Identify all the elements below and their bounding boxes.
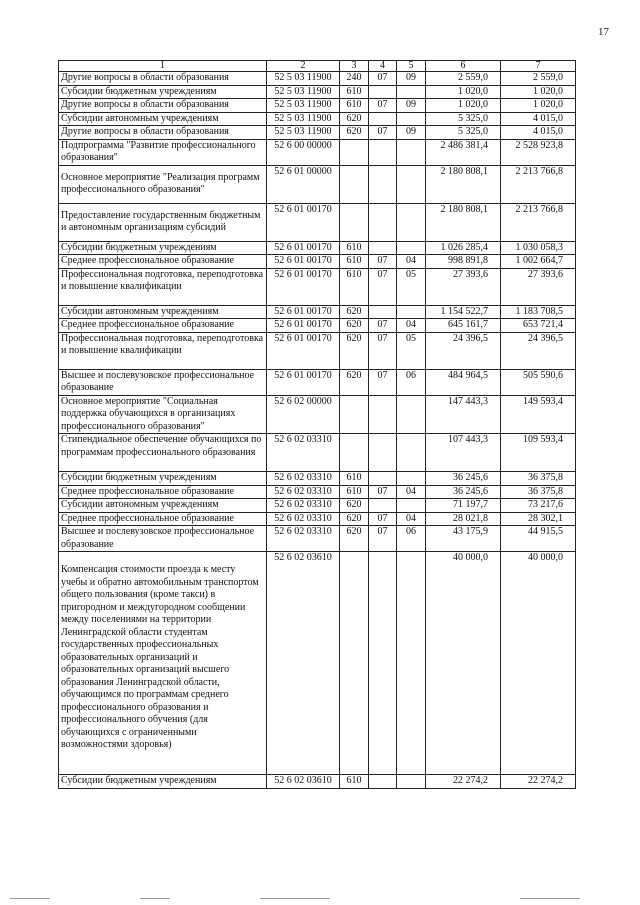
table-cell: Профессиональная подготовка, переподготовка и повышение квалификации bbox=[59, 332, 267, 369]
table-cell: 09 bbox=[397, 72, 426, 86]
table-cell: 1 030 058,3 bbox=[501, 241, 576, 255]
table-row bbox=[59, 203, 576, 241]
table-cell: 1 026 285,4 bbox=[426, 241, 501, 255]
table-cell: 610 bbox=[340, 255, 369, 269]
table-cell bbox=[369, 395, 397, 434]
table-cell: Субсидии бюджетным учреждениям bbox=[59, 85, 267, 99]
budget-table bbox=[58, 60, 576, 789]
table-cell: 07 bbox=[369, 319, 397, 333]
table-cell bbox=[369, 203, 397, 241]
table-row bbox=[59, 268, 576, 305]
table-cell bbox=[369, 305, 397, 319]
table-row bbox=[59, 319, 576, 333]
table-cell: 52 6 02 03310 bbox=[267, 499, 340, 513]
table-cell bbox=[340, 434, 369, 472]
table-cell: 484 964,5 bbox=[426, 369, 501, 395]
table-cell: 71 197,7 bbox=[426, 499, 501, 513]
table-cell: 36 375,8 bbox=[501, 485, 576, 499]
table-cell: 1 154 522,7 bbox=[426, 305, 501, 319]
table-row bbox=[59, 512, 576, 526]
table-cell: 07 bbox=[369, 126, 397, 140]
table-cell: 620 bbox=[340, 305, 369, 319]
table-cell: 610 bbox=[340, 268, 369, 305]
table-cell bbox=[397, 241, 426, 255]
page-number: 17 bbox=[598, 26, 609, 38]
table-cell: 52 6 02 03310 bbox=[267, 526, 340, 552]
table-cell: 07 bbox=[369, 485, 397, 499]
table-cell: 52 5 03 11900 bbox=[267, 72, 340, 86]
table-cell: 36 375,8 bbox=[501, 472, 576, 486]
table-cell: 52 6 02 03610 bbox=[267, 552, 340, 775]
table-cell: 52 6 01 00170 bbox=[267, 241, 340, 255]
table-cell: 27 393,6 bbox=[501, 268, 576, 305]
table-cell: 4 015,0 bbox=[501, 112, 576, 126]
table-cell: 07 bbox=[369, 72, 397, 86]
table-cell bbox=[369, 112, 397, 126]
table-cell: 43 175,9 bbox=[426, 526, 501, 552]
table-cell: 620 bbox=[340, 512, 369, 526]
table-cell: 52 5 03 11900 bbox=[267, 85, 340, 99]
table-cell: 109 593,4 bbox=[501, 434, 576, 472]
table-cell: 52 6 01 00170 bbox=[267, 268, 340, 305]
table-row bbox=[59, 472, 576, 486]
table-row bbox=[59, 499, 576, 513]
table-cell: 05 bbox=[397, 268, 426, 305]
table-cell: 52 6 02 03310 bbox=[267, 472, 340, 486]
table-row bbox=[59, 395, 576, 434]
table-cell: 73 217,6 bbox=[501, 499, 576, 513]
table-row bbox=[59, 165, 576, 203]
table-cell: Другие вопросы в области образования bbox=[59, 126, 267, 140]
table-row bbox=[59, 72, 576, 86]
table-cell: Субсидии бюджетным учреждениям bbox=[59, 241, 267, 255]
table-cell: 610 bbox=[340, 485, 369, 499]
table-row bbox=[59, 332, 576, 369]
table-cell: 04 bbox=[397, 485, 426, 499]
table-cell: 1 020,0 bbox=[501, 99, 576, 113]
header-row bbox=[59, 61, 576, 72]
table-cell bbox=[397, 85, 426, 99]
table-cell: 52 6 01 00000 bbox=[267, 165, 340, 203]
table-cell: Основное мероприятие "Реализация программ профессионального образования" bbox=[59, 165, 267, 203]
table-cell: 52 6 01 00170 bbox=[267, 203, 340, 241]
table-cell: Профессиональная подготовка, переподготовка и повышение квалификации bbox=[59, 268, 267, 305]
header-cell: 5 bbox=[397, 61, 426, 72]
table-cell: 620 bbox=[340, 526, 369, 552]
table-cell: 645 161,7 bbox=[426, 319, 501, 333]
table-cell: 998 891,8 bbox=[426, 255, 501, 269]
table-cell: Основное мероприятие "Социальная поддержка обучающихся в организациях профессионального образования" bbox=[59, 395, 267, 434]
table-row bbox=[59, 775, 576, 789]
table-cell: 27 393,6 bbox=[426, 268, 501, 305]
table-row bbox=[59, 139, 576, 165]
table-cell: 107 443,3 bbox=[426, 434, 501, 472]
table-cell: Субсидии автономным учреждениям bbox=[59, 499, 267, 513]
table-cell: Субсидии бюджетным учреждениям bbox=[59, 472, 267, 486]
table-cell bbox=[340, 395, 369, 434]
table-cell: 620 bbox=[340, 369, 369, 395]
table-cell: 2 559,0 bbox=[426, 72, 501, 86]
table-cell: 22 274,2 bbox=[501, 775, 576, 789]
table-cell: 620 bbox=[340, 499, 369, 513]
table-cell: 09 bbox=[397, 99, 426, 113]
table-cell: 610 bbox=[340, 775, 369, 789]
table-cell bbox=[397, 112, 426, 126]
table-cell: Другие вопросы в области образования bbox=[59, 72, 267, 86]
table-row bbox=[59, 99, 576, 113]
table-cell: 07 bbox=[369, 332, 397, 369]
table-cell: 52 6 02 03310 bbox=[267, 512, 340, 526]
header-cell: 4 bbox=[369, 61, 397, 72]
table-cell: 240 bbox=[340, 72, 369, 86]
table-cell: Среднее профессиональное образование bbox=[59, 512, 267, 526]
table-cell: 36 245,6 bbox=[426, 485, 501, 499]
table-cell bbox=[397, 499, 426, 513]
table-cell: 52 5 03 11900 bbox=[267, 99, 340, 113]
table-cell: 52 5 03 11900 bbox=[267, 126, 340, 140]
table-cell: 1 002 664,7 bbox=[501, 255, 576, 269]
table-cell bbox=[369, 165, 397, 203]
table-row bbox=[59, 241, 576, 255]
table-cell bbox=[397, 775, 426, 789]
table-cell: 52 6 02 00000 bbox=[267, 395, 340, 434]
table-cell: 36 245,6 bbox=[426, 472, 501, 486]
table-cell: 2 528 923,8 bbox=[501, 139, 576, 165]
table-cell: 620 bbox=[340, 112, 369, 126]
table-cell: 24 396,5 bbox=[501, 332, 576, 369]
table-row bbox=[59, 369, 576, 395]
table-cell bbox=[397, 203, 426, 241]
table-cell: Подпрограмма "Развитие профессионального образования" bbox=[59, 139, 267, 165]
table-cell bbox=[369, 775, 397, 789]
table-cell: 147 443,3 bbox=[426, 395, 501, 434]
table-cell: 04 bbox=[397, 255, 426, 269]
table-cell: 52 6 02 03610 bbox=[267, 775, 340, 789]
table-cell: 28 302,1 bbox=[501, 512, 576, 526]
table-cell: Высшее и послевузовское профессиональное образование bbox=[59, 526, 267, 552]
table-cell: Высшее и послевузовское профессиональное образование bbox=[59, 369, 267, 395]
table-cell: 5 325,0 bbox=[426, 126, 501, 140]
table-cell: 52 6 02 03310 bbox=[267, 485, 340, 499]
table-cell: 07 bbox=[369, 268, 397, 305]
table-cell bbox=[369, 434, 397, 472]
table-cell: 620 bbox=[340, 319, 369, 333]
table-cell: 610 bbox=[340, 472, 369, 486]
table-cell: 40 000,0 bbox=[426, 552, 501, 775]
table-cell: 07 bbox=[369, 369, 397, 395]
table-cell: 610 bbox=[340, 99, 369, 113]
table-cell bbox=[340, 203, 369, 241]
header-cell: 7 bbox=[501, 61, 576, 72]
header-cell: 1 bbox=[59, 61, 267, 72]
table-row bbox=[59, 85, 576, 99]
table-cell: Предоставление государственным бюджетным и автономным организациям субсидий bbox=[59, 203, 267, 241]
header-cell: 3 bbox=[340, 61, 369, 72]
table-cell: 2 213 766,8 bbox=[501, 165, 576, 203]
table-cell: Стипендиальное обеспечение обучающихся по программам профессионального образования bbox=[59, 434, 267, 472]
table-cell: 09 bbox=[397, 126, 426, 140]
table-cell bbox=[340, 139, 369, 165]
table-cell bbox=[397, 165, 426, 203]
table-row bbox=[59, 485, 576, 499]
table-cell: 1 183 708,5 bbox=[501, 305, 576, 319]
table-cell: 149 593,4 bbox=[501, 395, 576, 434]
table-cell: Субсидии автономным учреждениям bbox=[59, 305, 267, 319]
table-cell: 06 bbox=[397, 526, 426, 552]
scan-edge-marks bbox=[0, 896, 640, 902]
table-cell: 05 bbox=[397, 332, 426, 369]
table-cell: 04 bbox=[397, 319, 426, 333]
table-cell: 2 213 766,8 bbox=[501, 203, 576, 241]
table-cell: 52 6 01 00170 bbox=[267, 369, 340, 395]
table-cell: 52 6 01 00170 bbox=[267, 319, 340, 333]
table-cell: 620 bbox=[340, 332, 369, 369]
table-cell: Другие вопросы в области образования bbox=[59, 99, 267, 113]
table-cell: 52 6 01 00170 bbox=[267, 305, 340, 319]
table-cell: 4 015,0 bbox=[501, 126, 576, 140]
table-cell bbox=[369, 552, 397, 775]
table-row bbox=[59, 112, 576, 126]
table-cell: 52 6 01 00170 bbox=[267, 332, 340, 369]
table-cell: 40 000,0 bbox=[501, 552, 576, 775]
table-cell bbox=[397, 434, 426, 472]
table-cell: Среднее профессиональное образование bbox=[59, 255, 267, 269]
table-cell: 24 396,5 bbox=[426, 332, 501, 369]
table-cell: 07 bbox=[369, 99, 397, 113]
table-cell bbox=[397, 395, 426, 434]
table-cell bbox=[369, 241, 397, 255]
table-cell: 52 6 02 03310 bbox=[267, 434, 340, 472]
table-cell bbox=[397, 139, 426, 165]
table-cell: 505 590,6 bbox=[501, 369, 576, 395]
table-cell: 52 6 00 00000 bbox=[267, 139, 340, 165]
table-cell: 22 274,2 bbox=[426, 775, 501, 789]
table-cell: Субсидии бюджетным учреждениям bbox=[59, 775, 267, 789]
table-cell bbox=[397, 552, 426, 775]
table-cell: 28 021,8 bbox=[426, 512, 501, 526]
table-cell: 07 bbox=[369, 526, 397, 552]
table-cell bbox=[397, 305, 426, 319]
table-cell: 2 559,0 bbox=[501, 72, 576, 86]
table-cell bbox=[369, 139, 397, 165]
table-cell bbox=[369, 499, 397, 513]
table-row bbox=[59, 552, 576, 775]
table-cell bbox=[340, 552, 369, 775]
table-cell: 1 020,0 bbox=[426, 99, 501, 113]
table-cell: 52 5 03 11900 bbox=[267, 112, 340, 126]
table-cell: 2 486 381,4 bbox=[426, 139, 501, 165]
table-cell: 04 bbox=[397, 512, 426, 526]
table-cell: 07 bbox=[369, 255, 397, 269]
table-cell bbox=[369, 85, 397, 99]
table-cell: Компенсация стоимости проезда к месту учебы и обратно автомобильным транспортом общего пользования (кроме такси) в пригородном и междугородном сообщении между поселениями на территории Ленинградской области студентам государственных профессиональных образовательных организаций и образовательных организаций высшего образования Ленинградской области, обучающимся по программам среднего профессионального образования и профессионального обучения (для обучающихся с ограниченными возможностями здоровья) bbox=[59, 552, 267, 775]
table-cell: 1 020,0 bbox=[426, 85, 501, 99]
table-cell bbox=[397, 472, 426, 486]
table-cell bbox=[340, 165, 369, 203]
table-cell: 07 bbox=[369, 512, 397, 526]
table-cell: 2 180 808,1 bbox=[426, 203, 501, 241]
table-cell: 5 325,0 bbox=[426, 112, 501, 126]
table-cell: 653 721,4 bbox=[501, 319, 576, 333]
table-cell: 2 180 808,1 bbox=[426, 165, 501, 203]
table-cell bbox=[369, 472, 397, 486]
table-cell: Среднее профессиональное образование bbox=[59, 319, 267, 333]
table-cell: Субсидии автономным учреждениям bbox=[59, 112, 267, 126]
table-cell: 610 bbox=[340, 241, 369, 255]
table-row bbox=[59, 305, 576, 319]
table-cell: 52 6 01 00170 bbox=[267, 255, 340, 269]
header-cell: 2 bbox=[267, 61, 340, 72]
table-cell: 1 020,0 bbox=[501, 85, 576, 99]
table-row bbox=[59, 255, 576, 269]
table-cell: Среднее профессиональное образование bbox=[59, 485, 267, 499]
table-row bbox=[59, 126, 576, 140]
table-cell: 620 bbox=[340, 126, 369, 140]
header-cell: 6 bbox=[426, 61, 501, 72]
table-cell: 610 bbox=[340, 85, 369, 99]
table-cell: 06 bbox=[397, 369, 426, 395]
table-row bbox=[59, 526, 576, 552]
table-row bbox=[59, 434, 576, 472]
table-cell: 44 915,5 bbox=[501, 526, 576, 552]
